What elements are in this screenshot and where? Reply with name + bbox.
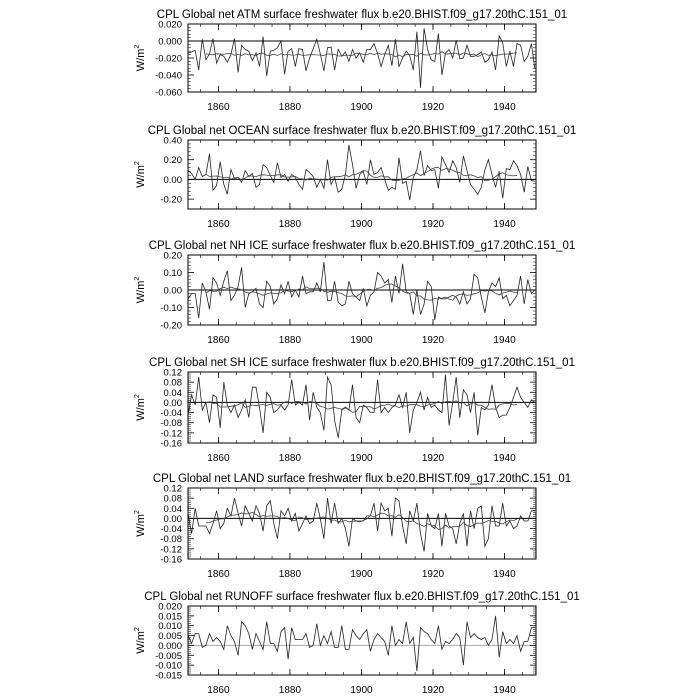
y-axis-label-superscript: 2	[134, 510, 141, 515]
chart-panel-1	[134, 9, 567, 113]
annual-series-line	[188, 145, 535, 200]
y-tick-label: 0.020	[158, 19, 182, 31]
y-tick-label: 0.00	[163, 397, 182, 409]
x-tick-label: 1860	[207, 685, 230, 696]
y-tick-label: 0.00	[163, 285, 182, 297]
y-tick-label: -0.12	[160, 428, 182, 440]
y-axis-label-superscript: 2	[134, 394, 141, 399]
chart-title: CPL Global net LAND surface freshwater flux b.e20.BHIST.f09_g17.20thC.151_01	[152, 473, 572, 485]
annual-series-line	[188, 498, 535, 551]
y-axis-label	[134, 627, 147, 654]
y-tick-label: -0.20	[160, 320, 182, 332]
y-tick-label: 0.000	[158, 640, 182, 652]
y-tick-label: 0.015	[158, 611, 182, 623]
x-tick-label: 1900	[350, 453, 373, 464]
y-tick-label: -0.020	[155, 53, 182, 65]
y-tick-label: -0.005	[155, 650, 182, 662]
y-axis-label-text: W/m	[135, 280, 147, 304]
y-axis-label-text: W/m	[135, 165, 147, 188]
y-axis-label-superscript: 2	[134, 276, 141, 281]
x-tick-label: 1880	[278, 335, 302, 346]
y-tick-label: -0.16	[160, 438, 182, 450]
y-tick-label: 0.00	[163, 174, 182, 186]
x-tick-label: 1920	[421, 453, 445, 464]
y-axis-label-text: W/m	[135, 48, 147, 72]
y-tick-label: 0.10	[163, 268, 182, 279]
y-tick-label: 0.12	[163, 483, 182, 495]
x-tick-label: 1860	[207, 335, 230, 346]
x-tick-label: 1880	[278, 453, 302, 464]
plot-frame	[188, 488, 536, 559]
y-tick-label: 0.20	[163, 155, 182, 167]
x-tick-label: 1900	[350, 335, 373, 346]
chart-panel-5	[134, 473, 571, 580]
x-tick-label: 1900	[350, 569, 373, 580]
y-tick-label: 0.40	[163, 135, 182, 147]
y-axis-label	[134, 45, 147, 72]
x-tick-label: 1920	[421, 685, 445, 696]
annual-series-line	[188, 28, 535, 88]
x-tick-label: 1940	[493, 685, 516, 696]
plot-frame	[188, 606, 536, 675]
x-tick-label: 1920	[421, 102, 445, 113]
y-axis-label	[134, 510, 147, 537]
x-tick-label: 1920	[421, 335, 445, 346]
x-tick-label: 1900	[350, 685, 373, 696]
y-axis-label-superscript: 2	[134, 161, 141, 166]
x-tick-label: 1940	[493, 219, 516, 230]
y-axis-label	[134, 277, 147, 304]
y-axis-label-text: W/m	[135, 514, 147, 537]
y-tick-label: -0.04	[160, 524, 182, 536]
y-tick-label: -0.060	[155, 87, 182, 99]
y-tick-label: 0.005	[158, 631, 182, 643]
x-tick-label: 1920	[421, 569, 445, 580]
x-tick-label: 1900	[350, 102, 373, 113]
annual-series-line	[188, 616, 535, 671]
x-tick-label: 1880	[278, 102, 302, 113]
y-tick-label: 0.12	[163, 367, 182, 379]
chart-panel-3	[134, 240, 575, 346]
y-axis-label	[134, 394, 147, 421]
chart-panel-6	[134, 591, 580, 696]
y-tick-label: 0.04	[163, 387, 182, 399]
y-axis-label-text: W/m	[135, 398, 147, 421]
y-tick-label: -0.12	[160, 544, 182, 556]
chart-title: CPL Global net RUNOFF surface freshwater flux b.e20.BHIST.f09_g17.20thC.151_01	[144, 591, 580, 603]
x-tick-label: 1900	[350, 219, 373, 230]
chart-panel-2	[134, 125, 576, 230]
chart-title: CPL Global net OCEAN surface freshwater flux b.e20.BHIST.f09_g17.20thC.151_01	[147, 125, 577, 137]
x-tick-label: 1880	[278, 219, 302, 230]
x-tick-label: 1860	[207, 569, 230, 580]
x-tick-label: 1860	[207, 219, 230, 230]
x-tick-label: 1860	[207, 102, 230, 113]
y-axis-label-superscript: 2	[134, 627, 141, 632]
y-tick-label: 0.20	[163, 250, 182, 262]
y-tick-label: -0.20	[160, 194, 182, 206]
y-tick-label: 0.010	[158, 621, 182, 633]
y-tick-label: 0.000	[158, 36, 182, 48]
chart-title: CPL Global net ATM surface freshwater flux b.e20.BHIST.f09_g17.20thC.151_01	[156, 9, 568, 21]
y-tick-label: -0.010	[155, 660, 182, 672]
chart-title: CPL Global net NH ICE surface freshwater flux b.e20.BHIST.f09_g17.20thC.151_01	[148, 240, 576, 252]
x-tick-label: 1940	[493, 102, 516, 113]
x-tick-label: 1880	[278, 569, 302, 580]
y-tick-label: -0.04	[160, 408, 182, 420]
x-tick-label: 1920	[421, 219, 445, 230]
y-tick-label: 0.08	[163, 493, 182, 505]
y-axis-label	[134, 161, 147, 188]
x-tick-label: 1860	[207, 453, 230, 464]
y-tick-label: -0.015	[155, 670, 182, 682]
y-axis-label-superscript: 2	[134, 44, 141, 49]
y-tick-label: -0.040	[155, 70, 182, 82]
y-tick-label: 0.00	[163, 513, 182, 525]
y-axis-label-text: W/m	[135, 631, 147, 654]
chart-title: CPL Global net SH ICE surface freshwater flux b.e20.BHIST.f09_g17.20thC.151_01	[149, 357, 575, 369]
y-tick-label: -0.10	[160, 303, 182, 314]
plot-frame	[188, 372, 536, 443]
y-tick-label: -0.16	[160, 554, 182, 566]
y-tick-label: 0.020	[158, 601, 182, 613]
x-tick-label: 1940	[493, 453, 516, 464]
y-tick-label: -0.08	[160, 534, 182, 546]
y-tick-label: 0.08	[163, 377, 182, 389]
y-tick-label: 0.04	[163, 503, 182, 515]
y-tick-label: -0.08	[160, 418, 182, 430]
x-tick-label: 1940	[493, 335, 516, 346]
x-tick-label: 1940	[493, 569, 516, 580]
chart-panel-4	[134, 357, 575, 464]
x-tick-label: 1880	[278, 685, 302, 696]
